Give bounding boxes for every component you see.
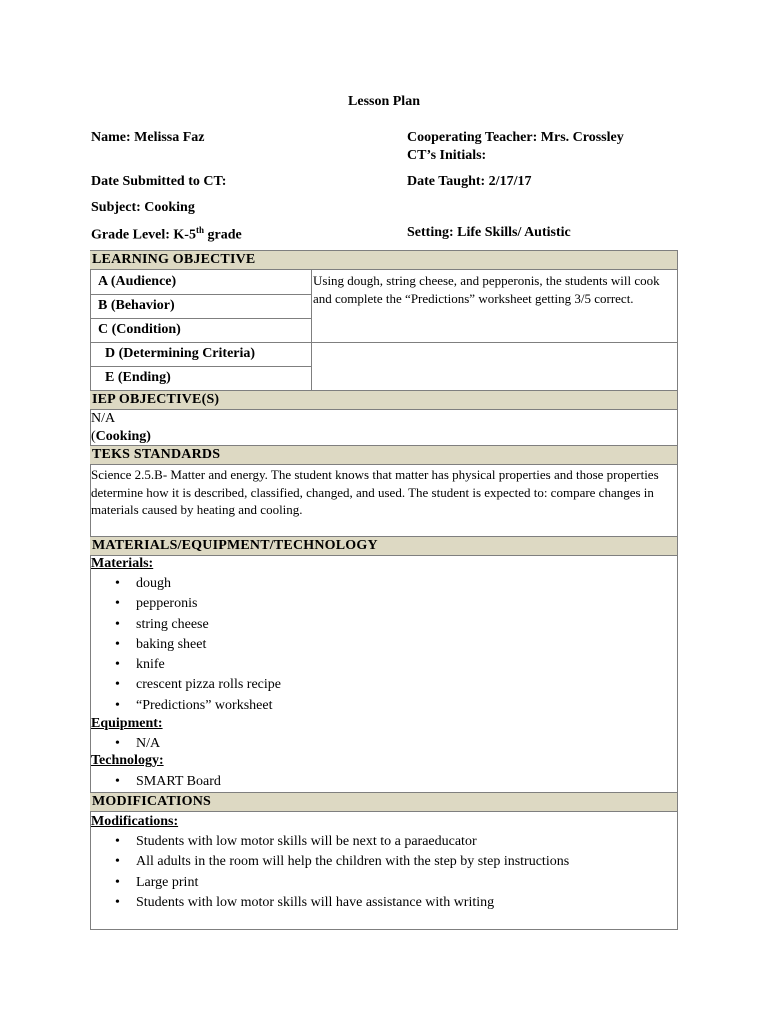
grade-level-suffix: grade: [204, 227, 242, 243]
equipment-item: • N/A: [110, 734, 160, 753]
materials-list: [110, 574, 281, 716]
teks-text: Science 2.5.B- Matter and energy. The student knows that matter has physical properties and those properties determine how it is described, classified, changed, and used. The student is expected to: compare changes in materials caused by heating and cooling.: [91, 467, 659, 517]
modifications-list: [110, 832, 569, 913]
lo-label-ending: E (Ending): [105, 370, 171, 385]
modification-item: • All adults in the room will help the children with the step by step instructions: [110, 852, 569, 872]
lo-objective-text: Using dough, string cheese, and pepperonis, the students will cook and complete the “Predictions” worksheet getting 3/5 correct.: [313, 273, 660, 306]
cooperating-teacher: Cooperating Teacher: Mrs. Crossley: [407, 130, 624, 145]
lo-row-line: [90, 318, 311, 319]
lo-column-divider: [311, 270, 312, 390]
equipment-list: [110, 734, 160, 753]
learning-objective-heading: LEARNING OBJECTIVE: [90, 250, 677, 270]
materials-item: • “Predictions” worksheet: [110, 696, 281, 716]
grade-level: [91, 225, 242, 244]
technology-item: • SMART Board: [110, 772, 221, 791]
iep-cooking: (Cooking): [91, 429, 151, 444]
modifications-label: Modifications:: [91, 814, 179, 829]
materials-item: • crescent pizza rolls recipe: [110, 675, 281, 695]
setting: Setting: Life Skills/ Autistic: [407, 225, 571, 240]
teks-heading: TEKS STANDARDS: [90, 445, 677, 465]
iep-objective-heading: IEP OBJECTIVE(S): [90, 390, 677, 410]
materials-item: • pepperonis: [110, 594, 281, 614]
modifications-heading: MODIFICATIONS: [90, 792, 677, 812]
lo-row-line: [90, 342, 678, 343]
ct-initials: CT’s Initials:: [407, 148, 487, 163]
table-border-bottom: [90, 929, 678, 930]
lo-row-line: [90, 366, 311, 367]
page-title: Lesson Plan: [348, 94, 420, 109]
teacher-name: Name: Melissa Faz: [91, 130, 205, 145]
materials-item: • dough: [110, 574, 281, 594]
lo-label-audience: A (Audience): [98, 274, 177, 289]
lo-label-behavior: B (Behavior): [98, 298, 175, 313]
date-submitted: Date Submitted to CT:: [91, 174, 227, 189]
iep-na: N/A: [91, 411, 116, 426]
materials-label: Materials:: [91, 556, 154, 571]
technology-label: Technology:: [91, 753, 164, 768]
grade-level-prefix: Grade Level: K-5: [91, 227, 196, 243]
equipment-label: Equipment:: [91, 716, 163, 731]
grade-level-sup: th: [195, 225, 204, 235]
lo-row-line: [90, 294, 311, 295]
subject: Subject: Cooking: [91, 200, 195, 215]
date-taught: Date Taught: 2/17/17: [407, 174, 532, 189]
materials-heading: MATERIALS/EQUIPMENT/TECHNOLOGY: [90, 536, 677, 556]
lo-label-condition: C (Condition): [98, 322, 181, 337]
modification-item: • Students with low motor skills will be next to a paraeducator: [110, 832, 569, 852]
materials-item: • knife: [110, 655, 281, 675]
modification-item: • Large print: [110, 873, 569, 893]
table-border-right: [677, 250, 678, 930]
lo-label-determining-criteria: D (Determining Criteria): [105, 346, 256, 361]
materials-item: • baking sheet: [110, 635, 281, 655]
modification-item: • Students with low motor skills will have assistance with writing: [110, 893, 569, 913]
technology-list: [110, 772, 221, 791]
materials-item: • string cheese: [110, 615, 281, 635]
